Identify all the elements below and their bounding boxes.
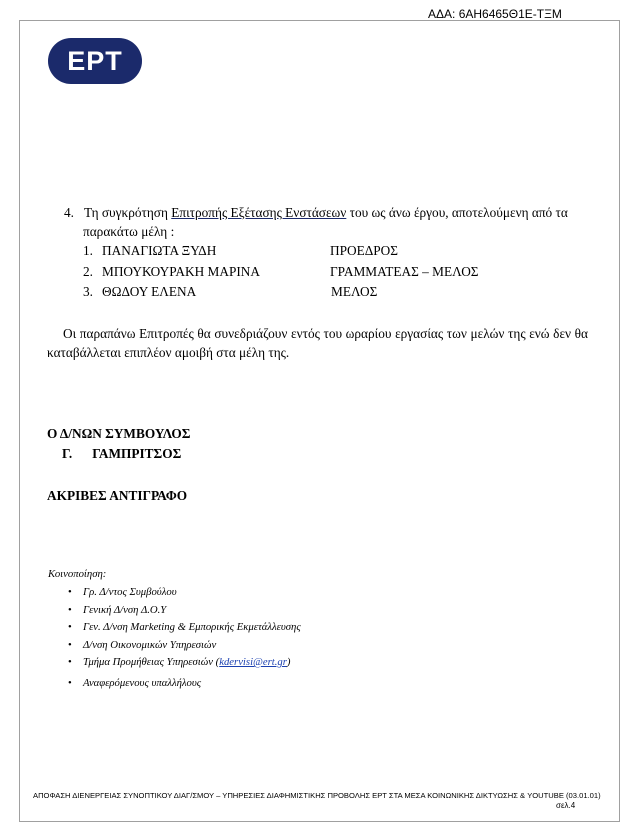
body-paragraph: Οι παραπάνω Επιτροπές θα συνεδριάζουν εντός του ωραρίου εργασίας των μελών της ενώ δεν θα καταβάλλεται επιπλέον αμοιβή στα μέλη της. bbox=[47, 326, 588, 360]
member-name: ΠΑΝΑΓΙΩΤΑ ΞΥΔΗ bbox=[102, 243, 217, 258]
member-role: ΓΡΑΜΜΑΤΕΑΣ – ΜΕΛΟΣ bbox=[330, 264, 479, 279]
list-item-text: Αναφερόμενους υπαλλήλους bbox=[83, 676, 202, 689]
page-border bbox=[19, 20, 620, 822]
email-open: ( bbox=[212, 656, 220, 668]
list-item-text: Γεν. Δ/νση Marketing & Εμπορικής Εκμετάλλευσης bbox=[83, 621, 301, 633]
member-role: ΜΕΛΟΣ bbox=[331, 284, 378, 299]
list-item bbox=[68, 637, 301, 655]
committee-name: Επιτροπής Εξέτασης Ενστάσεων bbox=[171, 205, 347, 220]
item-4-continuation: παρακάτω μέλη : bbox=[83, 224, 175, 239]
list-item bbox=[68, 619, 301, 637]
ada-code: ΑΔΑ: 6ΑΗ6465Θ1Ε-ΤΞΜ bbox=[428, 7, 562, 21]
page-number: σελ.4 bbox=[556, 801, 576, 810]
notification-list bbox=[68, 584, 301, 692]
list-item-text: Δ/νση Οικονομικών Υπηρεσιών bbox=[83, 638, 217, 651]
member-role: ΠΡΟΕΔΡΟΣ bbox=[330, 243, 399, 258]
member-name: ΘΩΔΟΥ ΕΛΕΝΑ bbox=[102, 284, 197, 299]
member-number: 1. bbox=[83, 243, 93, 258]
email-link[interactable]: kdervisi@ert.gr bbox=[219, 656, 287, 668]
item-4-line bbox=[64, 205, 568, 221]
list-item-text: Τμήμα Προμήθειας Υπηρεσιών bbox=[83, 656, 213, 668]
list-item bbox=[68, 584, 301, 602]
signatory-title: Ο Δ/ΝΩΝ ΣΥΜΒΟΥΛΟΣ bbox=[47, 426, 191, 441]
member-name: ΜΠΟΥΚΟΥΡΑΚΗ ΜΑΡΙΝΑ bbox=[102, 264, 260, 279]
member-number: 2. bbox=[83, 264, 93, 279]
notification-title: Κοινοποίηση: bbox=[48, 568, 107, 580]
list-item-text: Γρ. Δ/ντος Συμβούλου bbox=[83, 586, 177, 598]
signatory-name bbox=[62, 446, 181, 462]
footer-text: ΑΠΟΦΑΣΗ ΔΙΕΝΕΡΓΕΙΑΣ ΣΥΝΟΠΤΙΚΟΥ ΔΙΑΓ/ΣΜΟΥ – ΥΠΗΡΕΣΙΕΣ ΔΙΑΦΗΜΙΣΤΙΚΗΣ ΠΡΟΒΟΛΗΣ ΕΡΤ ΣΤΑ ΜΕΣΑ ΚΟΙΝΩΝΙΚΗΣ ΔΙΚΤΥΩΣΗΣ & YOUTUBE (03.01.01) bbox=[33, 791, 601, 800]
email-close: ) bbox=[286, 656, 291, 668]
list-item bbox=[68, 602, 301, 620]
list-item-text: Γενική Δ/νση Δ.Ο.Υ bbox=[83, 603, 167, 616]
exact-copy-label: ΑΚΡΙΒΕΣ ΑΝΤΙΓΡΑΦΟ bbox=[47, 488, 188, 503]
member-number: 3. bbox=[83, 284, 93, 299]
signatory-surname: ΓΑΜΠΡΙΤΣΟΣ bbox=[92, 446, 182, 461]
logo-text: ΕΡΤ bbox=[67, 45, 123, 76]
list-item bbox=[68, 675, 301, 693]
signatory-initial: Γ. bbox=[62, 446, 73, 461]
item-4-text-before: Τη συγκρότηση bbox=[83, 205, 172, 220]
ert-logo bbox=[48, 38, 142, 84]
list-item bbox=[68, 654, 301, 672]
item-4-number: 4. bbox=[64, 205, 74, 220]
item-4-text-after: του ως άνω έργου, αποτελούμενη από τα bbox=[346, 205, 568, 220]
